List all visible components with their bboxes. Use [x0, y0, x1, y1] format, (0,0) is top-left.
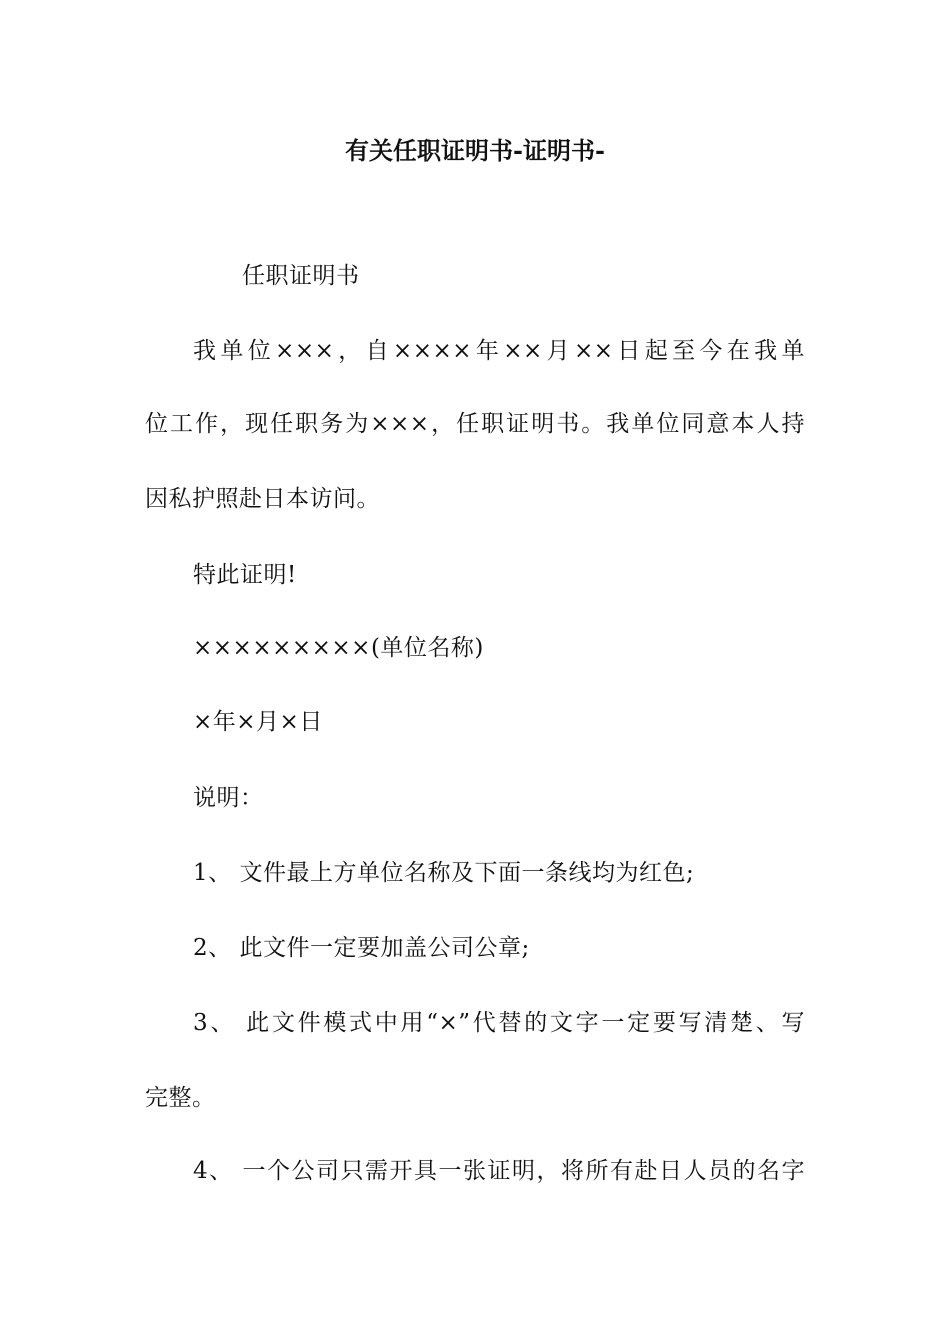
document-title: 有关任职证明书-证明书- [345, 136, 605, 165]
note-item-4-line-1: 4、 一个公司只需开具一张证明，将所有赴日人员的名字 [193, 1158, 805, 1184]
notes-label: 说明： [193, 785, 264, 811]
body-line-2: 位工作，现任职务为×××，任职证明书。我单位同意本人持 [145, 411, 805, 437]
note-item-3-line-1: 3、 此文件模式中用“×”代替的文字一定要写清楚、写 [193, 1010, 805, 1036]
unit-name-line: ×××××××××(单位名称) [193, 635, 484, 661]
note-item-2: 2、 此文件一定要加盖公司公章; [193, 935, 530, 961]
body-line-3: 因私护照赴日本访问。 [145, 486, 380, 512]
body-line-1: 我单位×××，自××××年××月××日起至今在我单 [193, 338, 805, 364]
closing-statement: 特此证明! [193, 562, 297, 588]
certificate-heading: 任职证明书 [242, 263, 360, 289]
note-item-1: 1、 文件最上方单位名称及下面一条线均为红色; [193, 860, 695, 886]
date-line: ×年×月×日 [193, 709, 323, 735]
note-item-3-line-2: 完整。 [145, 1085, 216, 1111]
